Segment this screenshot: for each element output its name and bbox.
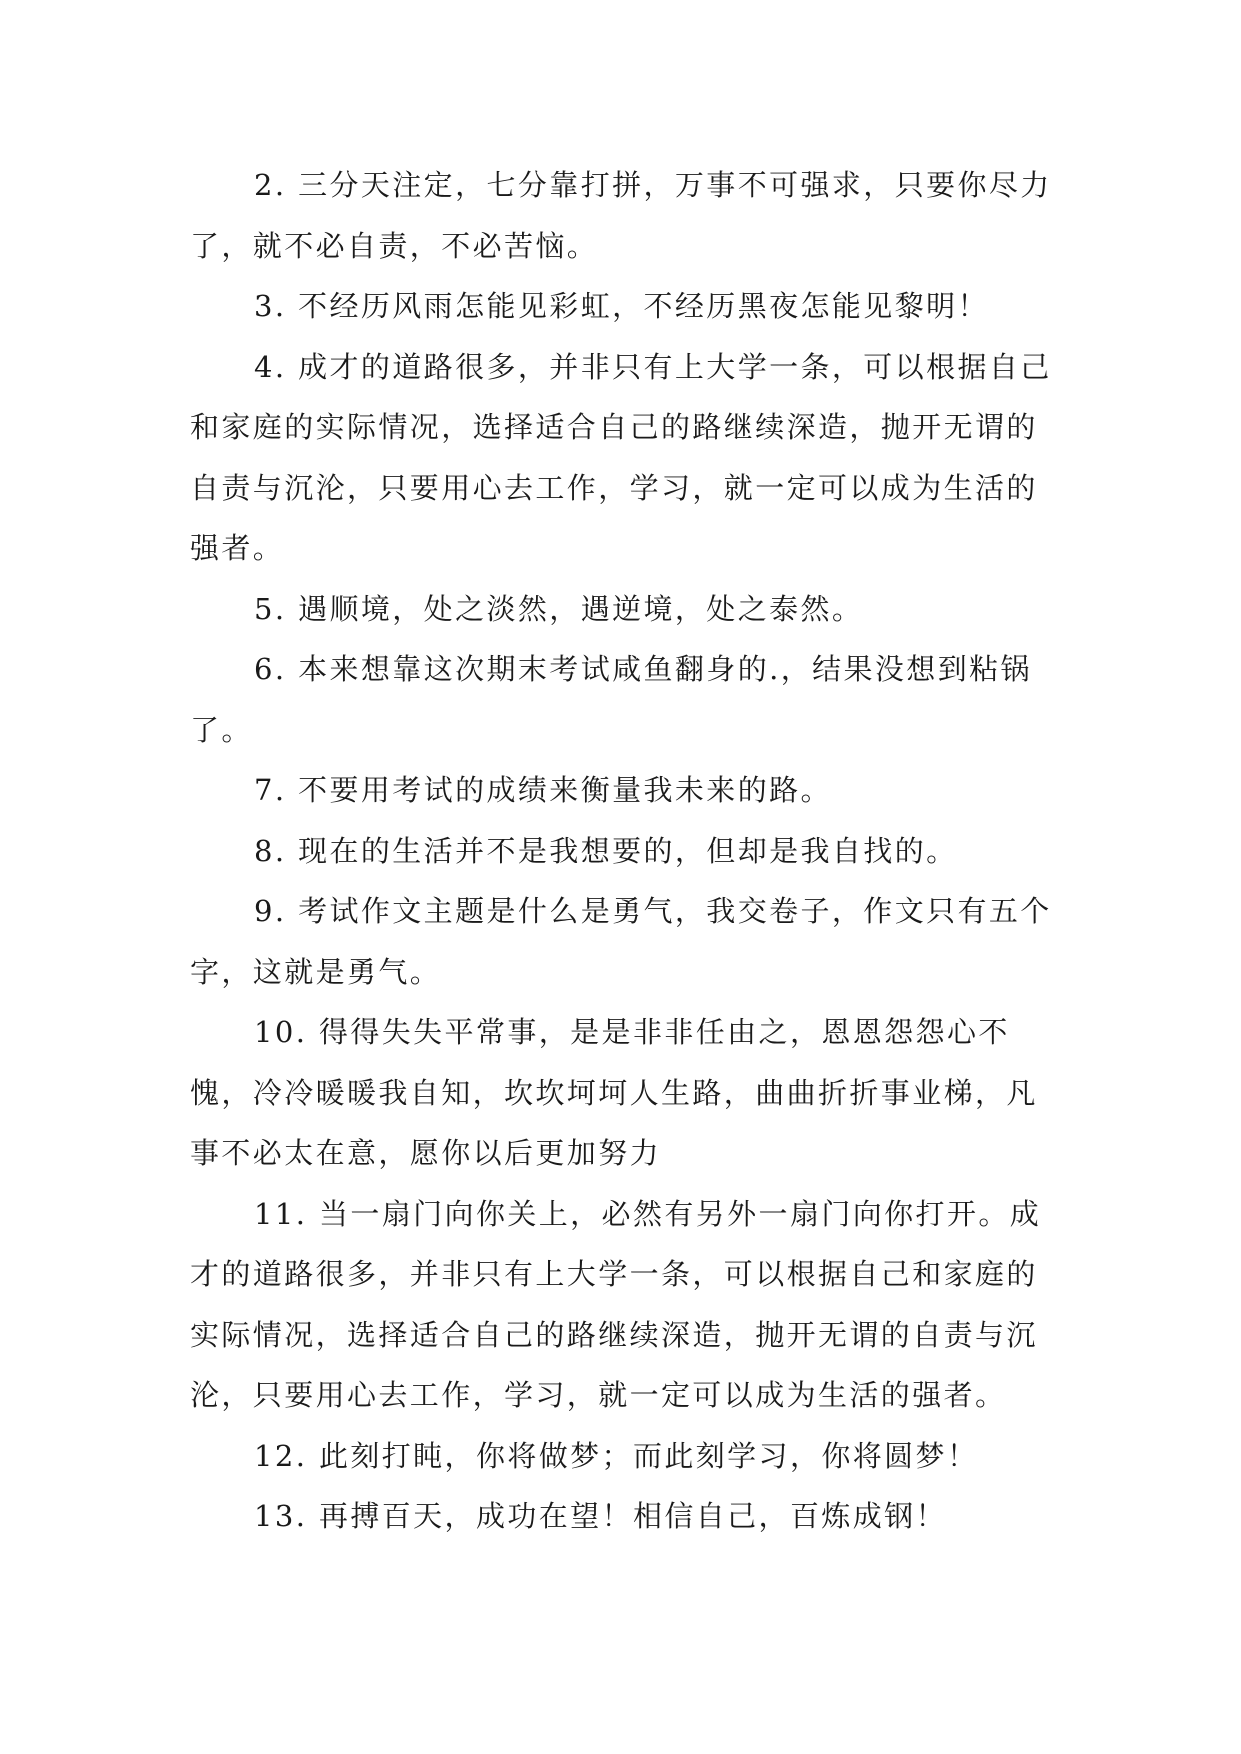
- paragraph-13: 13. 再搏百天，成功在望！相信自己，百炼成钢！: [254, 1499, 947, 1533]
- paragraph-7: 7. 不要用考试的成绩来衡量我未来的路。: [254, 773, 832, 807]
- paragraph-5: 5. 遇顺境，处之淡然，遇逆境，处之泰然。: [254, 591, 864, 626]
- paragraph-8: 8. 现在的生活并不是我想要的，但却是我自找的。: [254, 833, 958, 868]
- paragraph-10: 10. 得得失失平常事，是是非非任由之，恩恩怨怨心不愧，冷冷暖暖我自知，坎坎坷坷人生路，曲曲折折事业梯，凡事不必太在意，愿你以后更加努力: [190, 1015, 1038, 1170]
- paragraph-2: 2. 三分天注定，七分靠打拼，万事不可强求，只要你尽力了，就不必自责，不必苦恼。: [190, 168, 1052, 263]
- paragraph-6: 6. 本来想靠这次期末考试咸鱼翻身的.，结果没想到粘锅了。: [190, 652, 1032, 747]
- paragraph-11: 11. 当一扇门向你关上，必然有另外一扇门向你打开。成才的道路很多，并非只有上大学一条，可以根据自己和家庭的实际情况，选择适合自己的路继续深造，抛开无谓的自责与沉沦，只要用心去工作，学习，就一定可以成为生活的强者。: [190, 1196, 1042, 1412]
- paragraph-4: 4. 成才的道路很多，并非只有上大学一条，可以根据自己和家庭的实际情况，选择适合自己的路继续深造，抛开无谓的自责与沉沦，只要用心去工作，学习，就一定可以成为生活的强者。: [190, 349, 1052, 565]
- paragraph-3: 3. 不经历风雨怎能见彩虹，不经历黑夜怎能见黎明！: [254, 289, 989, 323]
- document-body: [190, 155, 1052, 1547]
- paragraph-12: 12. 此刻打盹，你将做梦；而此刻学习，你将圆梦！: [254, 1438, 979, 1473]
- paragraph-9: 9. 考试作文主题是什么是勇气，我交卷子，作文只有五个字，这就是勇气。: [190, 894, 1052, 989]
